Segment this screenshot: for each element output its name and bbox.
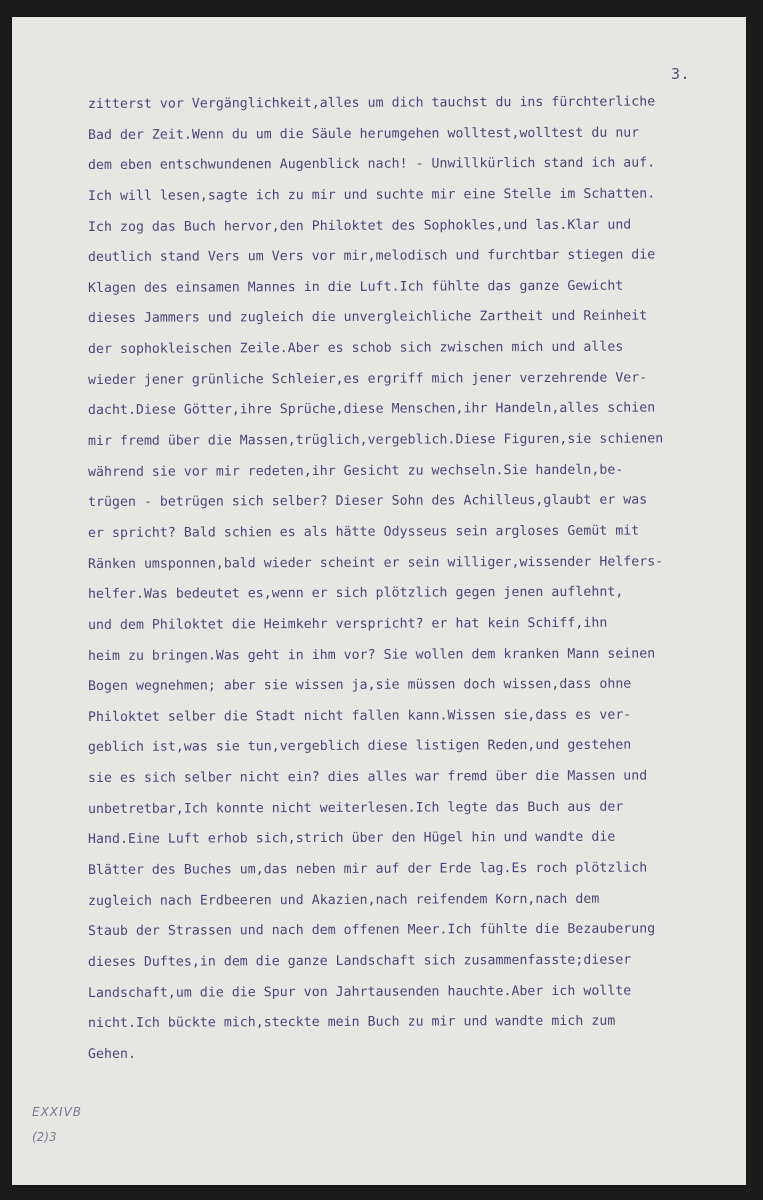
text-line: dieses Duftes,in dem die ganze Landschaft sich zusammenfasste;dieser [87, 952, 632, 970]
text-line: während sie vor mir redeten,ihr Gesicht zu wechseln.Sie handeln,be- [87, 462, 624, 480]
text-line: zitterst vor Vergänglichkeit,alles um dich tauchst du ins fürchterliche [87, 94, 656, 112]
text-line: geblich ist,was sie tun,vergeblich diese listigen Reden,und gestehen [87, 738, 632, 756]
text-line: Ränken umsponnen,bald wieder scheint er sein williger,wissender Helfers- [87, 554, 664, 572]
text-line: heim zu bringen.Was geht in ihm vor? Sie wollen dem kranken Mann seinen [87, 646, 656, 664]
text-line: dieses Jammers und zugleich die unvergleichliche Zartheit und Reinheit [87, 309, 648, 327]
text-line: wieder jener grünliche Schleier,es ergriff mich jener verzehrende Ver- [87, 370, 648, 388]
text-line: trügen - betrügen sich selber? Dieser Sohn des Achilleus,glaubt er was [87, 492, 648, 511]
text-line: sie es sich selber nicht ein? dies alles war fremd über die Massen und [87, 768, 648, 787]
text-line: und dem Philoktet die Heimkehr verspricht? er hat kein Schiff,ihn [87, 615, 608, 633]
text-line: Bad der Zeit.Wenn du um die Säule herumgehen wolltest,wolltest du nur [87, 125, 640, 143]
text-line: Philoktet selber die Stadt nicht fallen kann.Wissen sie,dass es ver- [87, 707, 632, 725]
text-line: deutlich stand Vers um Vers vor mir,melodisch und furchtbar stiegen die [87, 247, 656, 266]
text-line: dacht.Diese Götter,ihre Sprüche,diese Menschen,ihr Handeln,alles schien [87, 400, 656, 419]
page-number: 3. [671, 65, 691, 83]
text-line: unbetretbar,Ich konnte nicht weiterlesen.Ich legte das Buch aus der [87, 799, 624, 817]
text-line: Hand.Eine Luft erhob sich,strich über den Hügel hin und wandte die [87, 830, 616, 848]
text-line: Klagen des einsamen Mannes in die Luft.Ich fühlte das ganze Gewicht [87, 278, 624, 296]
text-line: helfer.Was bedeutet es,wenn er sich plötzlich gegen jenen auflehnt, [87, 584, 624, 603]
text-line: Bogen wegnehmen; aber sie wissen ja,sie müssen doch wissen,dass ohne [87, 676, 632, 695]
typescript-page [12, 17, 746, 1185]
text-line: nicht.Ich bückte mich,steckte mein Buch zu mir und wandte mich zum [87, 1013, 616, 1032]
text-line: Ich zog das Buch hervor,den Philoktet des Sophokles,und las.Klar und [87, 217, 632, 235]
text-line: zugleich nach Erdbeeren und Akazien,nach reifendem Korn,nach dem [87, 891, 600, 909]
archive-folio-number: (2)3 [32, 1130, 57, 1144]
text-line: er spricht? Bald schien es als hätte Odysseus sein argloses Gemüt mit [87, 523, 640, 541]
text-line: Blätter des Buches um,das neben mir auf der Erde lag.Es roch plötzlich [87, 860, 648, 879]
text-line: dem eben entschwundenen Augenblick nach! - Unwillkürlich stand ich auf. [87, 155, 656, 174]
text-line: Landschaft,um die die Spur von Jahrtausenden hauchte.Aber ich wollte [87, 983, 632, 1001]
text-line: der sophokleischen Zeile.Aber es schob sich zwischen mich und alles [87, 339, 624, 358]
text-line: Gehen. [87, 1046, 136, 1062]
text-line: mir fremd über die Massen,trüglich,vergeblich.Diese Figuren,sie schienen [87, 431, 664, 450]
archive-signature: EXXIVB [32, 1105, 83, 1119]
typescript-text [88, 90, 738, 1071]
text-line: Staub der Strassen und nach dem offenen Meer.Ich fühlte die Bezauberung [87, 921, 656, 940]
text-line: Ich will lesen,sagte ich zu mir und suchte mir eine Stelle im Schatten. [87, 186, 656, 204]
